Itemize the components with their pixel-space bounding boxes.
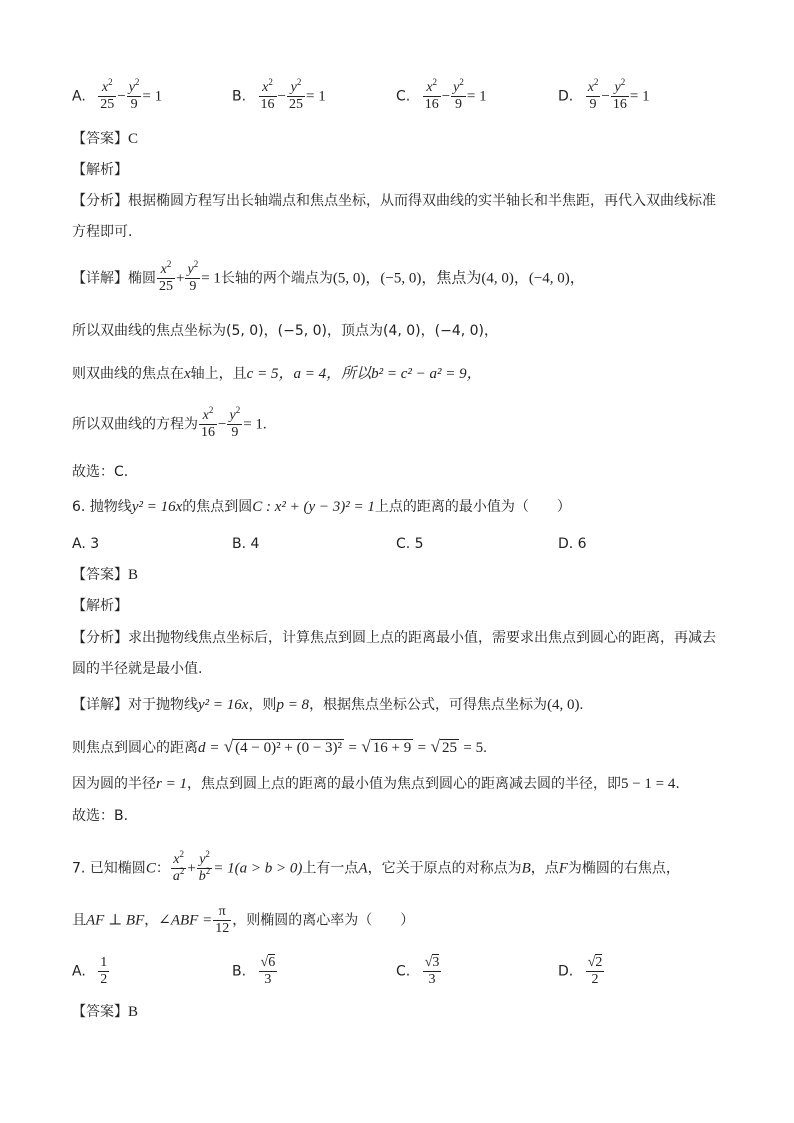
q6-detail-line2: 则焦点到圆心的距离d = √ (4 − 0)² + (0 − 3)² = √ 16 + 9 = √ 25 = 5. xyxy=(72,737,487,756)
q7-option-b: B. $\frac{√6}{3}$ xyxy=(232,955,276,987)
q5-detail-line4: 所以双曲线的方程为 $\frac{x^2}{16}$ − $\frac{y^2}{9}$ = 1. xyxy=(72,405,267,440)
q6-detail-line1: 【详解】对于抛物线y² = 16x，则p = 8，根据焦点坐标公式，可得焦点坐标为(4, 0). xyxy=(72,697,584,713)
q6-choose: 故选：B. xyxy=(72,808,129,824)
q5-option-d: D. $\frac{x^2}{9}$ − $\frac{y^2}{16}$ = 1 xyxy=(558,77,650,112)
q6-option-b: B. 4 xyxy=(232,536,260,552)
q6-answer: 【答案】B xyxy=(72,567,139,583)
q6-option-a: A. 3 xyxy=(72,536,100,552)
q6-detail-line3: 因为圆的半径r = 1，焦点到圆上点的距离的最小值为焦点到圆心的距离减去圆的半径，即5 − 1 = 4. xyxy=(72,776,680,792)
q5-option-a: A. $\frac{x^2}{25}$ − $\frac{y^2}{9}$ = 1 xyxy=(72,77,163,112)
q5-answer: 【答案】C xyxy=(72,131,139,147)
q5-analysis-tag: 【解析】 xyxy=(72,162,128,178)
q7-option-c: C. $\frac{√3}{3}$ xyxy=(396,955,440,987)
q7-option-a: A. $\frac{1}{2}$ xyxy=(72,955,108,987)
q6-fenxi-line1: 【分析】求出抛物线焦点坐标后，计算焦点到圆上点的距离最小值，需要求出焦点到圆心的距离，再减去 xyxy=(72,630,716,646)
q5-fenxi-line1: 【分析】根据椭圆方程写出长轴端点和焦点坐标，从而得双曲线的实半轴长和半焦距，再代入双曲线标准 xyxy=(72,193,716,209)
q6-stem: 6. 抛物线y² = 16x的焦点到圆C : x² + (y − 3)² = 1上点的距离的最小值为（ ） xyxy=(72,499,571,515)
q6-option-d: D. 6 xyxy=(558,536,587,552)
q5-fenxi-line2: 方程即可. xyxy=(72,224,133,240)
q5-detail-line2: 所以双曲线的焦点坐标为(5, 0)，(−5, 0)，顶点为(4, 0)，(−4, 0)， xyxy=(72,323,499,339)
q7-stem-line2: 且AF ⊥ BF，∠ABF = $\frac{\pi}{12}$ ，则椭圆的离心率为（ ） xyxy=(72,904,415,936)
q5-option-b: B. $\frac{x^2}{16}$ − $\frac{y^2}{25}$ = 1 xyxy=(232,77,326,112)
q6-option-c: C. 5 xyxy=(396,536,424,552)
q5-option-c: C. $\frac{x^2}{16}$ − $\frac{y^2}{9}$ = 1 xyxy=(396,77,487,112)
q7-answer: 【答案】B xyxy=(72,1004,139,1020)
q6-analysis-tag: 【解析】 xyxy=(72,598,128,614)
q5-detail-line3: 则双曲线的焦点在x轴上，且c = 5，a = 4，所以b² = c² − a² = 9， xyxy=(72,366,482,382)
q7-stem-line1: 7. 已知椭圆C： $\frac{x^2}{a^2}$ + $\frac{y^2}{b^2}$ = 1(a > b > 0)上有一点A，它关于原点的对称点为B，点F为椭圆的右焦点， xyxy=(72,849,680,884)
q5-detail-line1: 【详解】椭圆 $\frac{x^2}{25}$ + $\frac{y^2}{9}$ = 1长轴的两个端点为(5, 0)，(−5, 0)，焦点为(4, 0)，(−4, 0)， xyxy=(72,259,585,294)
q6-fenxi-line2: 圆的半径就是最小值. xyxy=(72,661,203,677)
q7-option-d: D. $\frac{√2}{2}$ xyxy=(558,955,603,987)
q5-choose: 故选：C. xyxy=(72,464,129,480)
